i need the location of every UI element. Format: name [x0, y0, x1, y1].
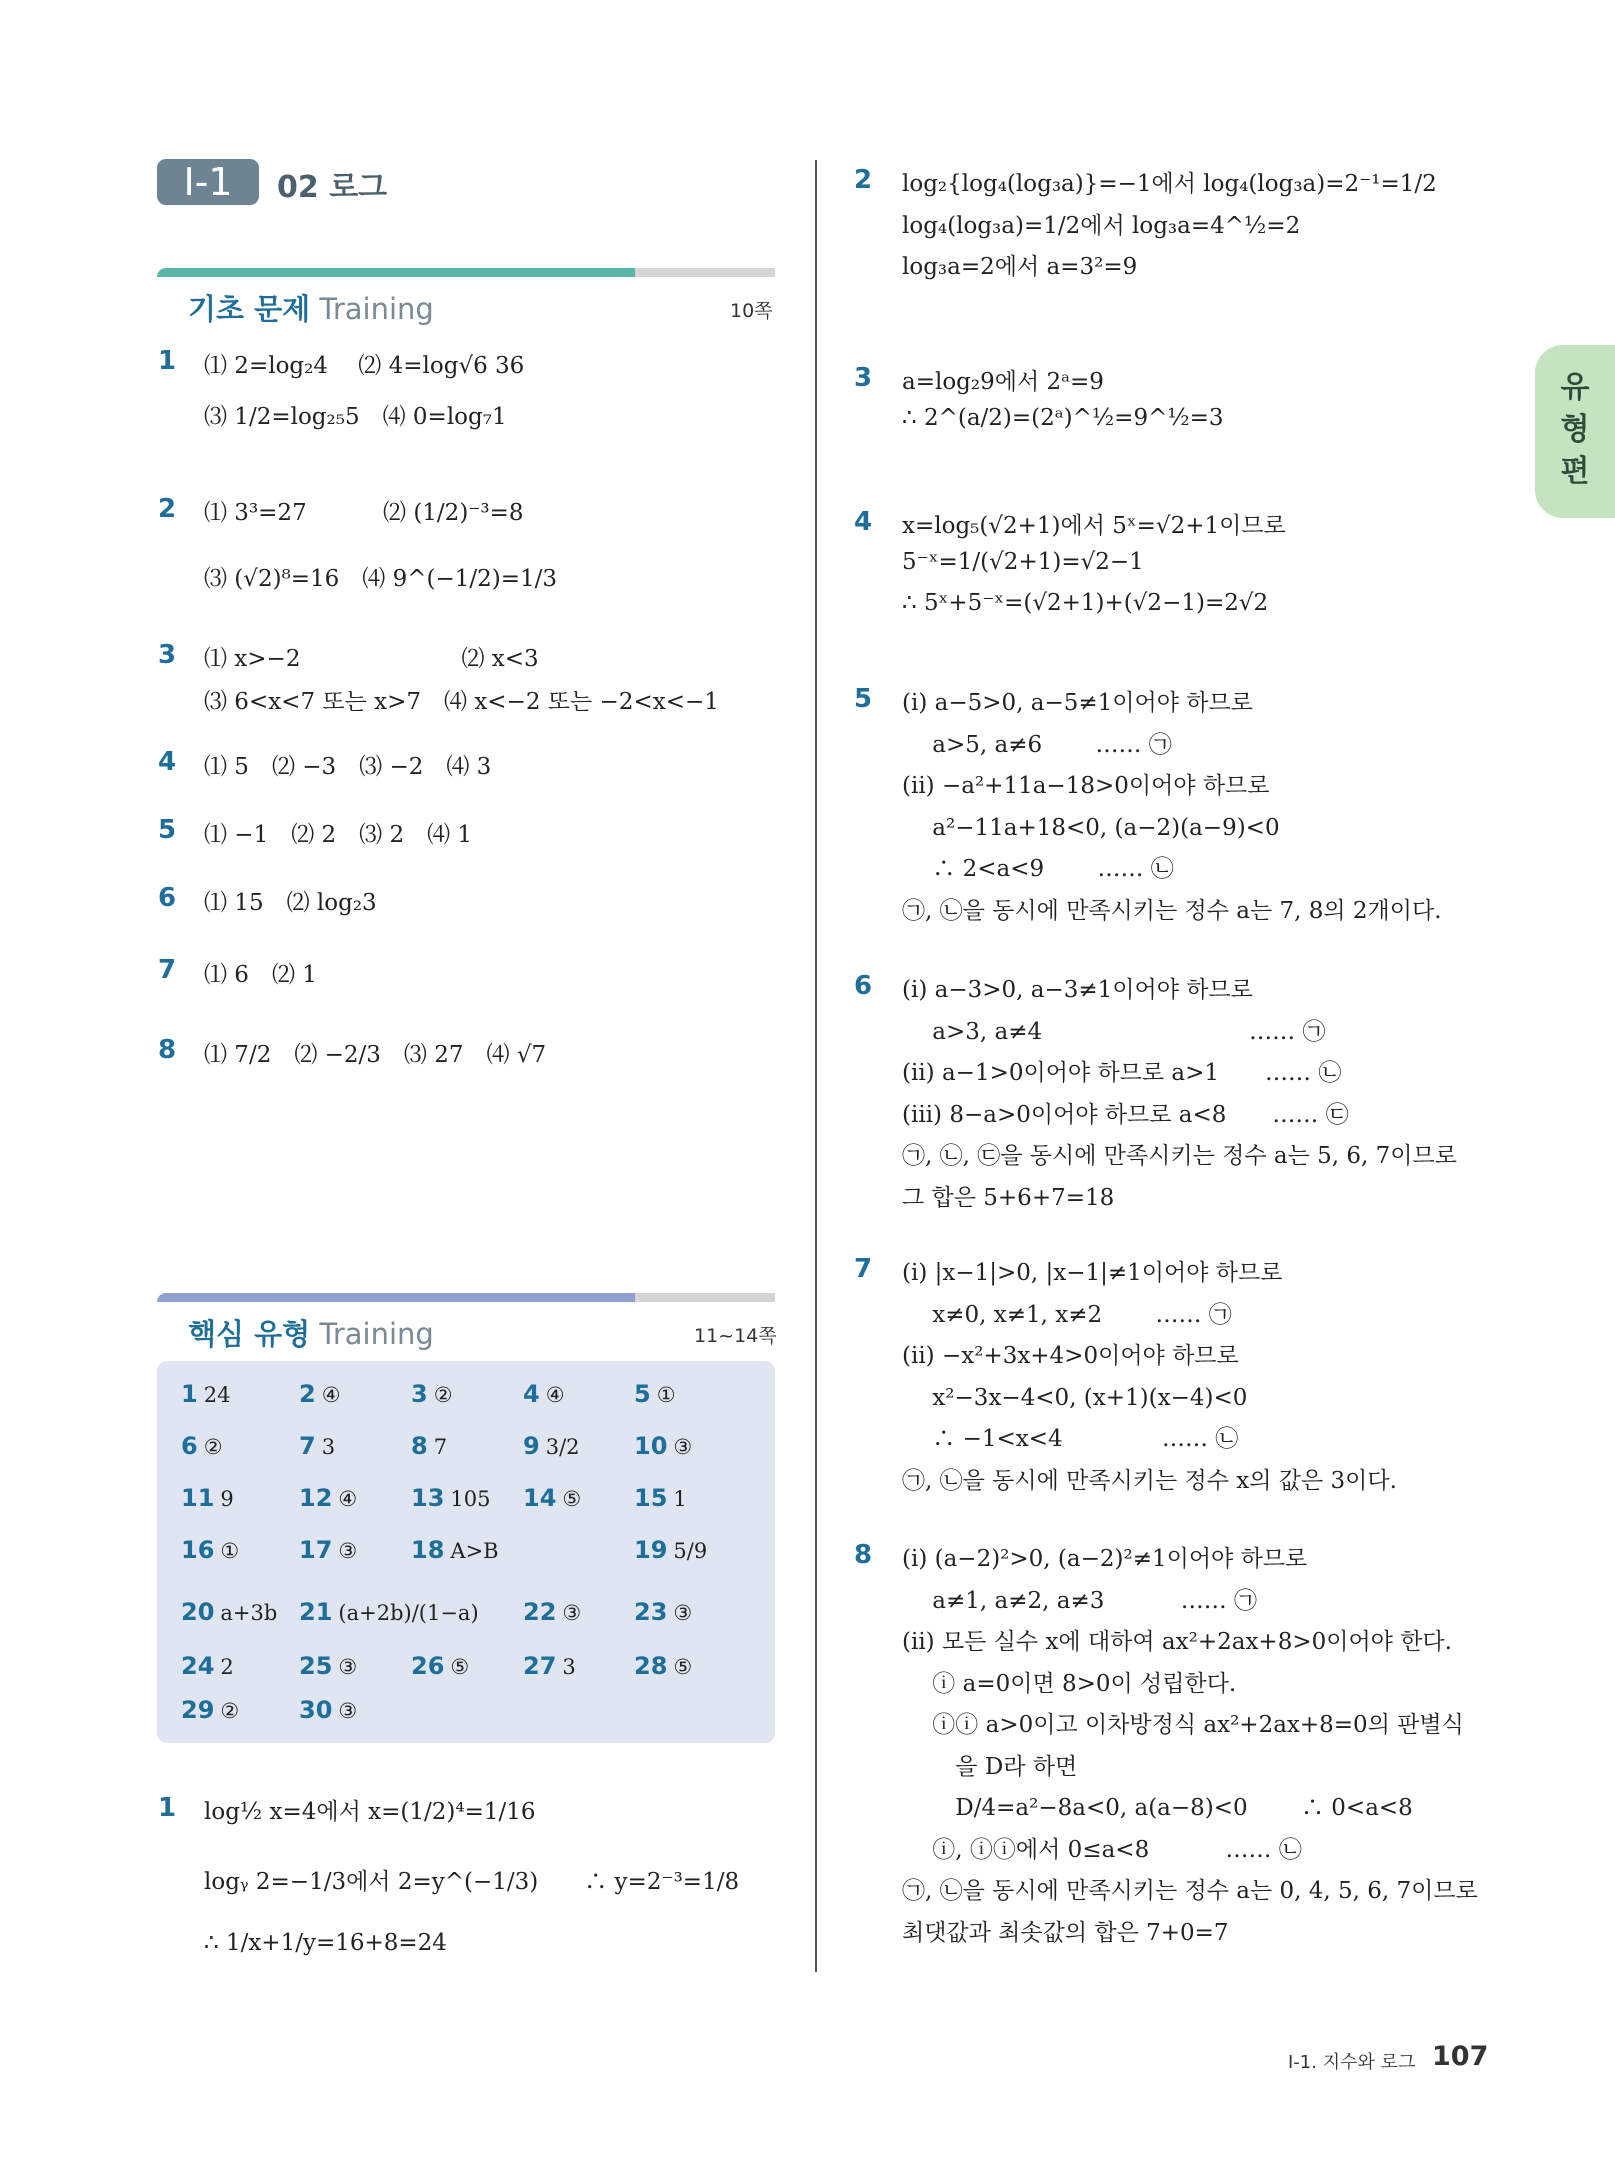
chapter-title: 02 로그	[277, 170, 388, 205]
core-answer-number: 1	[181, 1380, 198, 1408]
solution-2-line: log₄(log₃a)=1/2에서 log₃a=4^½=2	[902, 212, 1301, 239]
basic-7-line-1: ⑴ 6 ⑵ 1	[204, 962, 317, 988]
basic-8-num: 8	[158, 1035, 177, 1065]
section1-underline-gray	[635, 268, 775, 277]
core-answer-value: ⑤	[450, 1655, 470, 1679]
solution-8-line: (ⅰ) (a−2)²>0, (a−2)²≠1이어야 하므로	[902, 1546, 1308, 1572]
core-answer-number: 6	[181, 1432, 198, 1460]
basic-1-line-2: ⑶ 1/2=log₂₅5 ⑷ 0=log₇1	[204, 404, 507, 430]
solution-8-line: D/4=a²−8a<0, a(a−8)<0 ∴ 0<a<8	[902, 1795, 1413, 1821]
core-answer-cell	[411, 1432, 447, 1460]
basic-8-line-1: ⑴ 7/2 ⑵ −2/3 ⑶ 27 ⑷ √7	[204, 1042, 547, 1068]
side-tab	[1535, 345, 1615, 518]
core-answer-number: 18	[411, 1536, 445, 1564]
core-answer-value: 3/2	[545, 1435, 580, 1459]
core-answer-value: 3	[321, 1435, 336, 1459]
core-answer-number: 4	[523, 1380, 540, 1408]
solution-8-line: ㉠, ㉡을 동시에 만족시키는 정수 a는 0, 4, 5, 6, 7이므로	[902, 1878, 1478, 1904]
solution-5-line: a²−11a+18<0, (a−2)(a−9)<0	[902, 814, 1280, 841]
core-answer-cell	[181, 1380, 230, 1408]
solution-6-line: (ⅰ) a−3>0, a−3≠1이어야 하므로	[902, 977, 1253, 1003]
core-answer-cell	[634, 1598, 692, 1626]
basic-5-line-1: ⑴ −1 ⑵ 2 ⑶ 2 ⑷ 1	[204, 822, 473, 848]
section1-title-ko: 기초 문제	[188, 292, 311, 326]
core-answer-value: ③	[338, 1539, 358, 1563]
solution-4-num: 4	[854, 507, 873, 537]
core-answer-number: 7	[299, 1432, 316, 1460]
solution-7-line: (ⅱ) −x²+3x+4>0이어야 하므로	[902, 1343, 1239, 1369]
core-answer-cell	[634, 1380, 676, 1408]
solution-1-num: 1	[158, 1793, 177, 1823]
column-divider	[815, 160, 817, 1972]
core-answer-cell	[181, 1696, 239, 1724]
core-answer-cell	[411, 1484, 491, 1512]
core-answer-number: 16	[181, 1536, 215, 1564]
core-answer-number: 26	[411, 1652, 445, 1680]
core-answer-cell	[181, 1432, 223, 1460]
section2-title-en: Training	[319, 1317, 434, 1351]
core-answer-number: 3	[411, 1380, 428, 1408]
core-answer-value: ②	[220, 1699, 240, 1723]
core-answer-number: 19	[634, 1536, 668, 1564]
core-answer-number: 21	[299, 1598, 333, 1626]
core-answer-value: 3	[562, 1655, 576, 1679]
footer-chapter: Ⅰ-1. 지수와 로그	[1288, 2052, 1416, 2073]
core-answer-value: 2	[220, 1655, 234, 1679]
core-answer-value: ①	[656, 1383, 676, 1407]
solution-2-line: log₂{log₄(log₃a)}=−1에서 log₄(log₃a)=2⁻¹=1/2	[902, 171, 1437, 197]
solution-4-line: ∴ 5ˣ+5⁻ˣ=(√2+1)+(√2−1)=2√2	[902, 590, 1269, 616]
solution-6-line: (ⅱ) a−1>0이어야 하므로 a>1 …… ㉡	[902, 1060, 1342, 1086]
solution-5-num: 5	[854, 684, 873, 714]
section1-title-en: Training	[319, 292, 434, 326]
page-number: 107	[1432, 2041, 1489, 2072]
core-answer-value: 9	[220, 1487, 234, 1511]
core-answer-number: 24	[181, 1652, 215, 1680]
core-answer-cell	[634, 1432, 692, 1460]
basic-4-num: 4	[158, 747, 177, 777]
solution-6-line: (ⅲ) 8−a>0이어야 하므로 a<8 …… ㉢	[902, 1101, 1349, 1128]
core-answer-number: 17	[299, 1536, 333, 1564]
solution-5-line: ∴ 2<a<9 …… ㉡	[902, 856, 1174, 882]
section1-title	[188, 287, 434, 328]
core-answer-cell	[299, 1484, 357, 1512]
core-answer-value: 24	[203, 1383, 231, 1407]
basic-1-num: 1	[158, 346, 177, 376]
basic-2-line-1: ⑴ 3³=27 ⑵ (1/2)⁻³=8	[204, 500, 524, 526]
section2-title-ko: 핵심 유형	[188, 1317, 311, 1351]
basic-7-num: 7	[158, 955, 177, 985]
core-answer-number: 15	[634, 1484, 668, 1512]
solution-7-line: x²−3x−4<0, (x+1)(x−4)<0	[902, 1384, 1248, 1411]
core-answer-value: ④	[338, 1487, 358, 1511]
core-answer-value: ③	[338, 1655, 358, 1679]
core-answer-cell	[181, 1484, 234, 1512]
core-answer-number: 22	[523, 1598, 557, 1626]
solution-1-line-3: ∴ 1/x+1/y=16+8=24	[204, 1930, 447, 1956]
core-answer-number: 12	[299, 1484, 333, 1512]
section2-page: 11~14쪽	[694, 1325, 777, 1347]
basic-3-line-1: ⑴ x>−2 ⑵ x<3	[204, 646, 539, 672]
solution-8-line: a≠1, a≠2, a≠3 …… ㉠	[902, 1587, 1258, 1614]
core-answer-value: A>B	[450, 1539, 499, 1563]
core-answer-value: 1	[673, 1487, 687, 1511]
basic-1-line-1: ⑴ 2=log₂4 ⑵ 4=log√6 36	[204, 353, 525, 379]
basic-3-line-2: ⑶ 6<x<7 또는 x>7 ⑷ x<−2 또는 −2<x<−1	[204, 689, 719, 715]
solution-8-line: ⓘ a=0이면 8>0이 성립한다.	[902, 1670, 1237, 1697]
solution-7-line: ㉠, ㉡을 동시에 만족시키는 정수 x의 값은 3이다.	[902, 1467, 1397, 1494]
core-answer-value: ④	[545, 1383, 565, 1407]
solution-5-line: ㉠, ㉡을 동시에 만족시키는 정수 a는 7, 8의 2개이다.	[902, 897, 1442, 924]
core-answer-cell	[299, 1432, 335, 1460]
core-answer-value: ④	[321, 1383, 341, 1407]
solution-6-line: 그 합은 5+6+7=18	[902, 1184, 1115, 1211]
section2-underline-gray	[635, 1293, 775, 1302]
solution-3-line: ∴ 2^(a/2)=(2ᵃ)^½=9^½=3	[902, 404, 1224, 431]
core-answer-value: ⑤	[673, 1655, 693, 1679]
core-answer-number: 28	[634, 1652, 668, 1680]
core-answer-cell	[634, 1536, 707, 1564]
side-tab-label: 유형편	[1560, 370, 1590, 489]
section2-underline-blue	[157, 1293, 635, 1302]
core-answer-number: 27	[523, 1652, 557, 1680]
solution-2-line: log₃a=2에서 a=3²=9	[902, 254, 1138, 280]
core-answer-cell	[634, 1484, 687, 1512]
solution-4-line: 5⁻ˣ=1/(√2+1)=√2−1	[902, 548, 1144, 575]
core-answer-cell	[299, 1536, 357, 1564]
solution-3-num: 3	[854, 363, 873, 393]
core-answer-number: 30	[299, 1696, 333, 1724]
basic-2-line-2: ⑶ (√2)⁸=16 ⑷ 9^(−1/2)=1/3	[204, 566, 558, 592]
solution-8-line: ⓘ, ⓘⓘ에서 0≤a<8 …… ㉡	[902, 1836, 1302, 1863]
core-answer-cell	[181, 1536, 239, 1564]
core-answer-number: 2	[299, 1380, 316, 1408]
core-answer-cell	[523, 1432, 580, 1460]
core-answer-cell	[299, 1380, 341, 1408]
core-answer-value: a+3b	[220, 1601, 278, 1625]
core-answer-number: 29	[181, 1696, 215, 1724]
solution-5-line: (ⅰ) a−5>0, a−5≠1이어야 하므로	[902, 690, 1253, 716]
core-answer-cell	[181, 1652, 234, 1680]
solution-6-num: 6	[854, 971, 873, 1001]
core-answer-cell	[523, 1380, 565, 1408]
solution-2-num: 2	[854, 165, 873, 195]
core-answer-value: ③	[338, 1699, 358, 1723]
core-answer-cell	[523, 1484, 581, 1512]
solution-6-line: ㉠, ㉡, ㉢을 동시에 만족시키는 정수 a는 5, 6, 7이므로	[902, 1143, 1457, 1169]
solution-8-line: 을 D라 하면	[902, 1753, 1078, 1780]
core-answer-number: 9	[523, 1432, 540, 1460]
core-answer-number: 5	[634, 1380, 651, 1408]
solution-8-line: 최댓값과 최솟값의 합은 7+0=7	[902, 1919, 1229, 1946]
solution-5-line: a>5, a≠6 …… ㉠	[902, 731, 1172, 758]
core-answer-number: 8	[411, 1432, 428, 1460]
solution-8-line: (ⅱ) 모든 실수 x에 대하여 ax²+2ax+8>0이어야 한다.	[902, 1629, 1452, 1655]
core-answer-number: 10	[634, 1432, 668, 1460]
core-answer-number: 14	[523, 1484, 557, 1512]
core-answer-cell	[299, 1696, 357, 1724]
basic-3-num: 3	[158, 640, 177, 670]
core-answer-value: (a+2b)/(1−a)	[338, 1601, 479, 1625]
core-answer-number: 23	[634, 1598, 668, 1626]
basic-6-line-1: ⑴ 15 ⑵ log₂3	[204, 890, 377, 916]
core-answer-cell	[411, 1380, 453, 1408]
core-answer-cell	[411, 1536, 499, 1564]
solution-7-line: (ⅰ) |x−1|>0, |x−1|≠1이어야 하므로	[902, 1260, 1283, 1286]
core-answer-cell	[299, 1652, 357, 1680]
chapter-badge: Ⅰ-1	[157, 159, 259, 205]
solution-4-line: x=log₅(√2+1)에서 5ˣ=√2+1이므로	[902, 513, 1286, 539]
core-answer-cell	[634, 1652, 692, 1680]
solution-7-line: x≠0, x≠1, x≠2 …… ㉠	[902, 1301, 1232, 1328]
core-answer-value: ⑤	[562, 1487, 582, 1511]
core-answer-number: 20	[181, 1598, 215, 1626]
section2-title	[188, 1312, 434, 1353]
core-answer-value: ③	[562, 1601, 582, 1625]
basic-4-line-1: ⑴ 5 ⑵ −3 ⑶ −2 ⑷ 3	[204, 754, 492, 780]
core-answer-cell	[523, 1652, 576, 1680]
solution-8-line: ⓘⓘ a>0이고 이차방정식 ax²+2ax+8=0의 판별식	[902, 1712, 1464, 1738]
core-answer-cell	[299, 1598, 479, 1626]
section1-underline-teal	[157, 268, 635, 277]
solution-7-num: 7	[854, 1254, 873, 1284]
core-answer-value: 7	[433, 1435, 448, 1459]
section1-page: 10쪽	[730, 300, 773, 322]
core-answer-value: ③	[673, 1435, 693, 1459]
core-answer-number: 25	[299, 1652, 333, 1680]
solution-5-line: (ⅱ) −a²+11a−18>0이어야 하므로	[902, 773, 1270, 799]
solution-7-line: ∴ −1<x<4 …… ㉡	[902, 1426, 1239, 1452]
solution-3-line: a=log₂9에서 2ᵃ=9	[902, 369, 1104, 395]
core-answer-cell	[411, 1652, 469, 1680]
basic-6-num: 6	[158, 883, 177, 913]
solution-8-num: 8	[854, 1540, 873, 1570]
core-answer-value: 105	[450, 1487, 491, 1511]
core-answer-value: ③	[673, 1601, 693, 1625]
core-answer-value: ①	[220, 1539, 240, 1563]
basic-5-num: 5	[158, 815, 177, 845]
basic-2-num: 2	[158, 494, 177, 524]
core-answer-cell	[523, 1598, 581, 1626]
core-answer-number: 11	[181, 1484, 215, 1512]
solution-1-line-1: log½ x=4에서 x=(1/2)⁴=1/16	[204, 1799, 536, 1825]
core-answer-value: ②	[203, 1435, 223, 1459]
solution-6-line: a>3, a≠4 …… ㉠	[902, 1018, 1326, 1045]
core-answer-value: 5/9	[673, 1539, 708, 1563]
core-answer-value: ②	[433, 1383, 453, 1407]
core-answer-cell	[181, 1598, 277, 1626]
solution-1-line-2: logᵧ 2=−1/3에서 2=y^(−1/3) ∴ y=2⁻³=1/8	[204, 1869, 740, 1895]
core-answer-number: 13	[411, 1484, 445, 1512]
